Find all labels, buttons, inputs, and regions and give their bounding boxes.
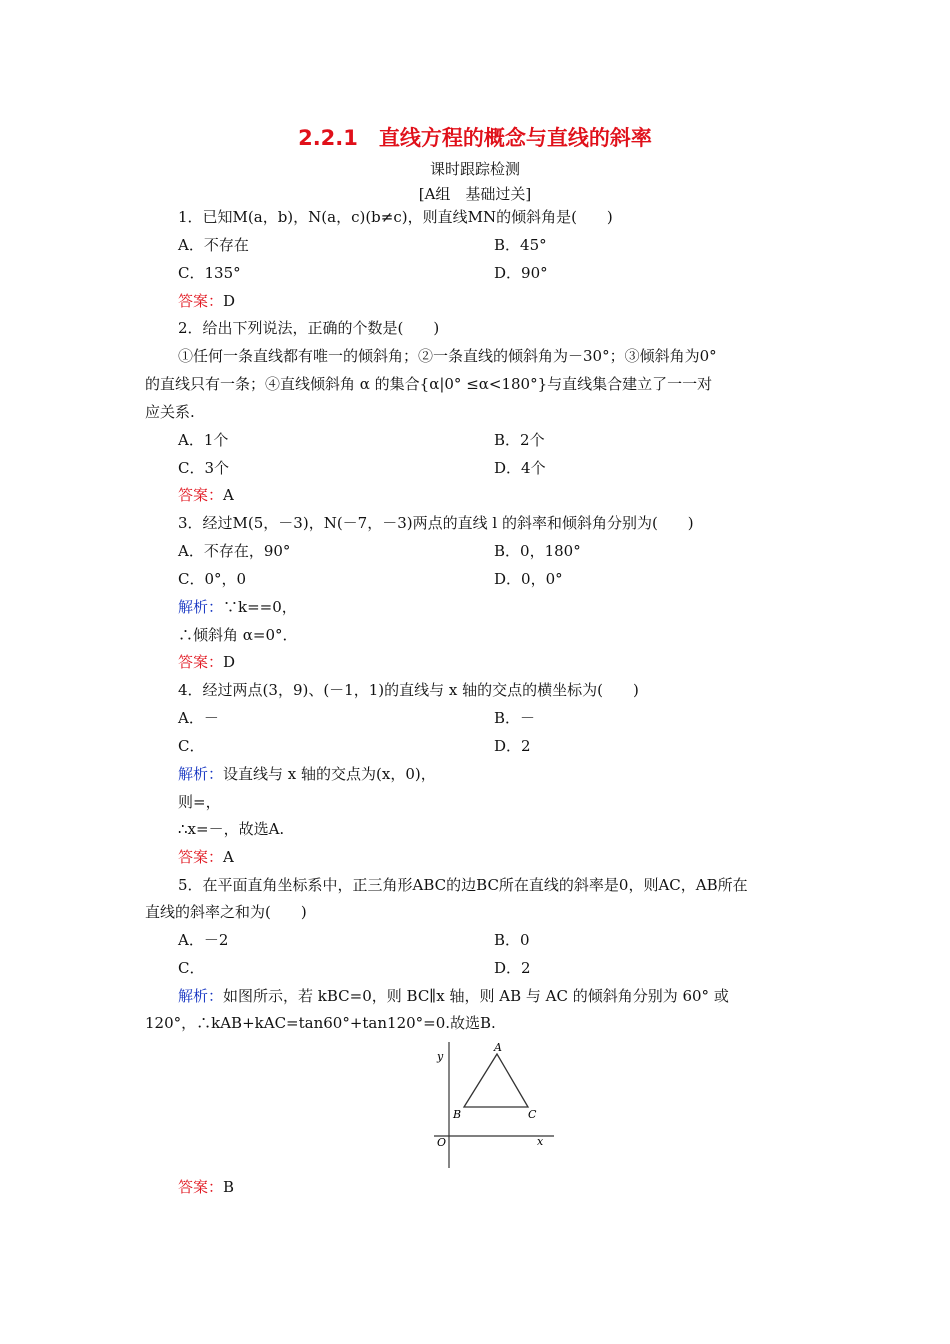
q5-option-b: B．0 — [494, 931, 530, 949]
q5-option-c: C． — [178, 959, 205, 977]
answer-label: 答案： — [178, 1178, 224, 1196]
q2-stem: 2．给出下列说法，正确的个数是( ) — [178, 319, 440, 337]
q3-option-d: D．0，0° — [494, 570, 563, 588]
q1-option-c: C．135° — [178, 264, 241, 282]
q4-stem: 4．经过两点(3，9)、(－1，1)的直线与 x 轴的交点的横坐标为( ) — [178, 681, 639, 699]
q1-stem: 1．已知M(a，b)，N(a，c)(b≠c)，则直线MN的倾斜角是( ) — [178, 208, 613, 226]
q4-answer-line — [178, 847, 234, 867]
q3-analysis-2: ∴倾斜角 α=0°． — [178, 626, 298, 644]
q4-option-d: D．2 — [494, 737, 531, 755]
q2-answer: A — [223, 486, 234, 504]
label-b: B — [453, 1108, 462, 1121]
q3-option-c: C．0°，0 — [178, 570, 247, 588]
triangle-abc — [464, 1054, 528, 1107]
q4-option-b: B．－ — [494, 709, 536, 727]
label-o: O — [437, 1136, 447, 1149]
q3-answer: D — [223, 653, 236, 671]
label-c: C — [528, 1108, 537, 1121]
q5-stem-1: 5．在平面直角坐标系中，正三角形ABC的边BC所在直线的斜率是0，则AC，AB所在 — [178, 876, 748, 894]
analysis-label: 解析： — [178, 987, 224, 1005]
q3-analysis-1: ∵k==0， — [223, 598, 297, 616]
q4-answer: A — [223, 848, 234, 866]
q5-analysis-1: 如图所示，若 kBC=0，则 BC∥x 轴，则 AB 与 AC 的倾斜角分别为 60° 或 — [223, 987, 729, 1005]
label-x: x — [537, 1135, 544, 1148]
q2-body-3: 应关系. — [145, 403, 195, 421]
q5-answer: B — [223, 1178, 235, 1196]
q1-option-d: D．90° — [494, 264, 548, 282]
label-a: A — [494, 1041, 502, 1054]
q4-option-c: C． — [178, 737, 205, 755]
analysis-label: 解析： — [178, 598, 224, 616]
q2-option-b: B．2个 — [494, 431, 545, 449]
q5-answer-line — [178, 1177, 234, 1197]
q1-option-a: A．不存在 — [178, 236, 249, 254]
label-y: y — [437, 1050, 444, 1063]
q4-analysis-2: 则=， — [178, 793, 221, 811]
q3-option-a: A．不存在，90° — [178, 542, 291, 560]
answer-label: 答案： — [178, 848, 224, 866]
triangle-figure — [422, 1040, 562, 1170]
q3-stem: 3．经过M(5，－3)，N(－7，－3)两点的直线 l 的斜率和倾斜角分别为( ) — [178, 514, 694, 532]
q5-stem-2: 直线的斜率之和为( ) — [145, 903, 307, 921]
q2-option-c: C．3个 — [178, 459, 230, 477]
analysis-label: 解析： — [178, 765, 224, 783]
answer-label: 答案： — [178, 486, 224, 504]
answer-label: 答案： — [178, 292, 224, 310]
q2-option-d: D．4个 — [494, 459, 546, 477]
q3-option-b: B．0，180° — [494, 542, 581, 560]
page-title: 2.2.1 直线方程的概念与直线的斜率 — [298, 126, 652, 150]
q1-answer: D — [223, 292, 236, 310]
q1-option-b: B．45° — [494, 236, 547, 254]
q3-answer-line — [178, 652, 235, 672]
q3-analysis-line — [178, 597, 297, 617]
q2-answer-line — [178, 485, 234, 505]
q4-analysis-1: 设直线与 x 轴的交点为(x，0)， — [223, 765, 436, 783]
subtitle: 课时跟踪检测 — [429, 160, 520, 178]
q1-answer-line — [178, 291, 235, 311]
q4-analysis-line — [178, 764, 436, 784]
q4-analysis-3: ∴x=－，故选A. — [178, 820, 285, 838]
q4-option-a: A．－ — [178, 709, 219, 727]
group-heading: [A组 基础过关] — [418, 185, 532, 203]
q5-option-d: D．2 — [494, 959, 531, 977]
q5-analysis-line — [178, 986, 729, 1006]
q2-body-1: ①任何一条直线都有唯一的倾斜角；②一条直线的倾斜角为－30°；③倾斜角为0° — [178, 347, 717, 365]
q2-option-a: A．1个 — [178, 431, 229, 449]
q5-analysis-2: 120°，∴kAB+kAC=tan60°+tan120°=0.故选B. — [145, 1014, 496, 1032]
q5-option-a: A．－2 — [178, 931, 229, 949]
answer-label: 答案： — [178, 653, 224, 671]
q2-body-2: 的直线只有一条；④直线倾斜角 α 的集合{α|0° ≤α<180°}与直线集合建立了一一对 — [145, 375, 713, 393]
